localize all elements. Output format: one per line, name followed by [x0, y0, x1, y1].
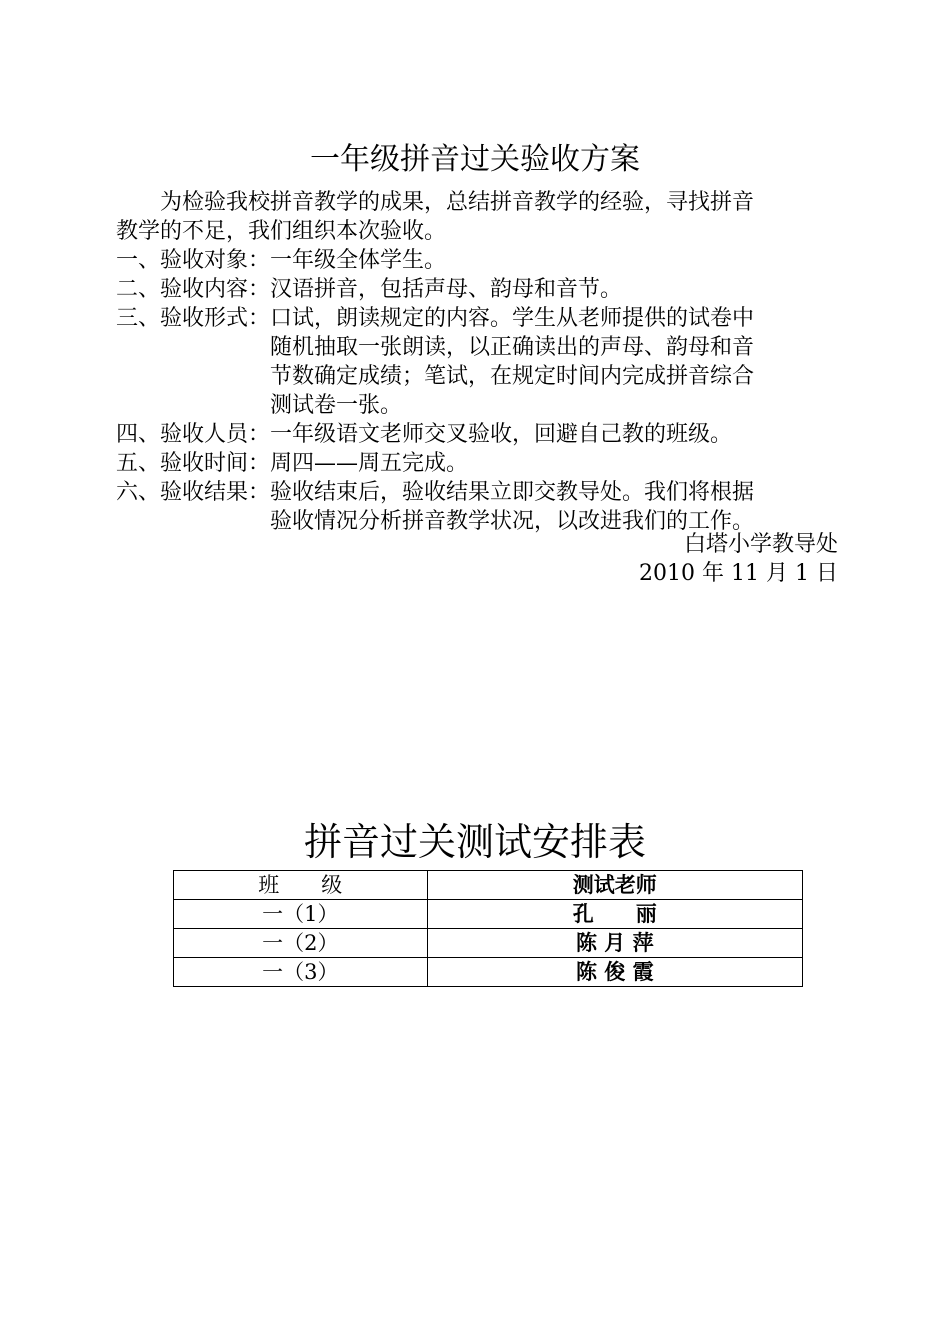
item-format	[116, 304, 838, 420]
header-teacher: 测试老师	[427, 871, 802, 900]
class-cell: 一（2）	[174, 929, 428, 958]
header-class: 班 级	[174, 871, 428, 900]
teacher-cell: 陈 月 萍	[427, 929, 802, 958]
item-line: 一年级全体学生。	[270, 248, 447, 273]
schedule-table	[173, 870, 803, 987]
document-title: 一年级拼音过关验收方案	[310, 142, 640, 177]
class-cell: 一（3）	[174, 958, 428, 987]
item-content	[270, 420, 838, 449]
item-time	[116, 449, 838, 478]
class-cell: 一（1）	[174, 900, 428, 929]
item-label: 六、验收结果：	[116, 480, 271, 505]
table-row	[174, 958, 803, 987]
intro-paragraph	[116, 188, 838, 246]
teacher-cell: 陈 俊 霞	[427, 958, 802, 987]
item-line: 口试，朗读规定的内容。学生从老师提供的试卷中	[270, 306, 755, 331]
item-list	[116, 246, 838, 536]
intro-line-1: 为检验我校拼音教学的成果，总结拼音教学的经验，寻找拼音	[160, 190, 755, 215]
table-row	[174, 929, 803, 958]
item-label: 二、验收内容：	[116, 277, 271, 302]
item-line: 节数确定成绩；笔试，在规定时间内完成拼音综合	[270, 364, 755, 389]
item-content	[270, 246, 838, 275]
item-content	[270, 304, 838, 420]
item-label: 五、验收时间：	[116, 451, 271, 476]
item-line: 周四——周五完成。	[270, 451, 469, 476]
teacher-cell: 孔 丽	[427, 900, 802, 929]
item-content-scope	[116, 275, 838, 304]
signature-org: 白塔小学教导处	[683, 532, 838, 557]
item-result	[116, 478, 838, 536]
item-line: 汉语拼音，包括声母、韵母和音节。	[270, 277, 623, 302]
signature-date: 2010 年 11 月 1 日	[639, 561, 838, 586]
item-staff	[116, 420, 838, 449]
table-title: 拼音过关测试安排表	[303, 820, 646, 864]
item-content	[270, 449, 838, 478]
table-header-row	[174, 871, 803, 900]
item-line: 随机抽取一张朗读，以正确读出的声母、韵母和音	[270, 335, 755, 360]
item-line: 测试卷一张。	[270, 393, 403, 418]
item-label: 三、验收形式：	[116, 306, 271, 331]
item-label: 一、验收对象：	[116, 248, 271, 273]
item-content	[270, 478, 838, 536]
item-label: 四、验收人员：	[116, 422, 271, 447]
item-line: 验收情况分析拼音教学状况，以改进我们的工作。	[270, 509, 755, 534]
item-line: 一年级语文老师交叉验收，回避自己教的班级。	[270, 422, 733, 447]
table-row	[174, 900, 803, 929]
item-line: 验收结束后，验收结果立即交教导处。我们将根据	[270, 480, 755, 505]
item-content	[270, 275, 838, 304]
intro-line-2: 教学的不足，我们组织本次验收。	[116, 219, 447, 244]
item-target	[116, 246, 838, 275]
